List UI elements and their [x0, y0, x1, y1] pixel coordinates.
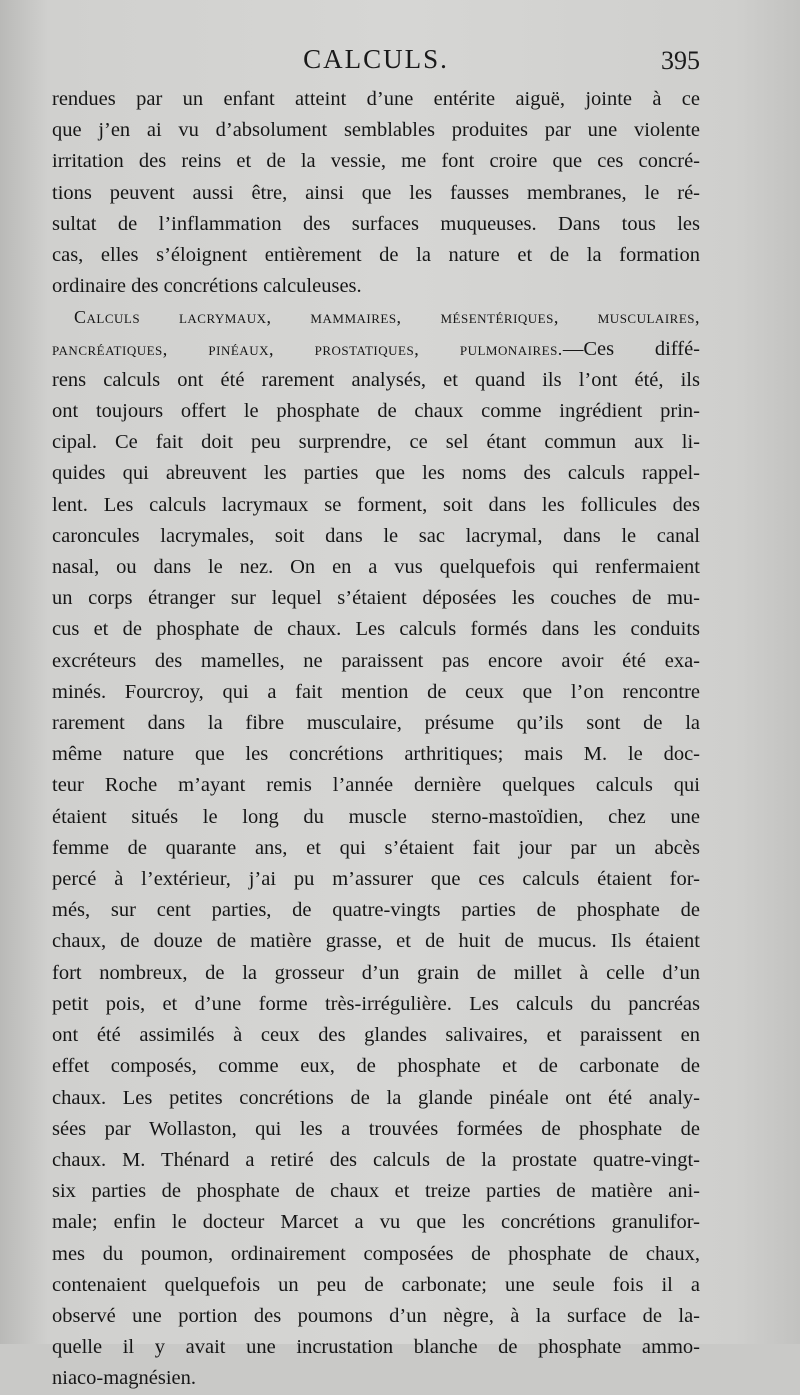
- section-heading-continued: [52, 334, 700, 365]
- text-line: fort nombreux, de la grosseur d’un grain de millet à celle d’un: [52, 961, 700, 984]
- body-text: [52, 84, 700, 1395]
- text-line: ordinaire des concrétions calculeuses.: [52, 275, 362, 298]
- text-line: male; enfin le docteur Marcet a vu que les concrétions granulifor-: [52, 1211, 700, 1234]
- text-line: lent. Les calculs lacrymaux se forment, soit dans les follicules des: [52, 493, 700, 516]
- heading-small-caps: Calculs lacrymaux, mammaires, mésentériques, musculaires,: [74, 307, 700, 328]
- text-line: percé à l’extérieur, j’ai pu m’assurer que ces calculs étaient for-: [52, 868, 700, 891]
- text-line: cus et de phosphate de chaux. Les calculs formés dans les conduits: [52, 618, 700, 641]
- heading-small-caps: pancréatiques, pinéaux, prostatiques, pulmonaires.: [52, 338, 563, 359]
- text-line: femme de quarante ans, et qui s’étaient fait jour par un abcès: [52, 836, 700, 859]
- section-heading: [52, 302, 700, 333]
- page-number: 395: [661, 46, 700, 75]
- text-line: tions peuvent aussi être, ainsi que les fausses membranes, le ré-: [52, 181, 700, 204]
- text-line: effet composés, comme eux, de phosphate et de carbonate de: [52, 1055, 700, 1078]
- running-title: CALCULS.: [303, 44, 449, 74]
- text-line: caroncules lacrymales, soit dans le sac lacrymal, dans le canal: [52, 524, 700, 547]
- text-line: même nature que les concrétions arthritiques; mais M. le doc-: [52, 743, 700, 766]
- text-line: contenaient quelquefois un peu de carbonate; une seule fois il a: [52, 1273, 700, 1296]
- text-line: rens calculs ont été rarement analysés, et quand ils l’ont été, ils: [52, 368, 700, 391]
- text-line: six parties de phosphate de chaux et treize parties de matière ani-: [52, 1180, 700, 1203]
- text-line: ont toujours offert le phosphate de chaux comme ingrédient prin-: [52, 400, 700, 423]
- heading-trailing-text: —Ces diffé-: [562, 337, 700, 360]
- text-line: minés. Fourcroy, qui a fait mention de ceux que l’on rencontre: [52, 680, 700, 703]
- text-line: chaux. M. Thénard a retiré des calculs de la prostate quatre-vingt-: [52, 1148, 700, 1171]
- paragraph-2: [52, 302, 700, 1394]
- text-line: rarement dans la fibre musculaire, présume qu’ils sont de la: [52, 712, 700, 735]
- paragraph-1: [52, 84, 700, 302]
- running-head: [52, 44, 700, 80]
- text-line: observé une portion des poumons d’un nègre, à la surface de la-: [52, 1304, 700, 1327]
- text-line: irritation des reins et de la vessie, me font croire que ces concré-: [52, 150, 700, 173]
- text-line: quides qui abreuvent les parties que les noms des calculs rappel-: [52, 462, 700, 485]
- text-line: sées par Wollaston, qui les a trouvées formées de phosphate de: [52, 1117, 700, 1140]
- text-line: nasal, ou dans le nez. On en a vus quelquefois qui renfermaient: [52, 556, 700, 579]
- text-line: un corps étranger sur lequel s’étaient déposées les couches de mu-: [52, 587, 700, 610]
- text-line: cipal. Ce fait doit peu surprendre, ce sel étant commun aux li-: [52, 431, 700, 454]
- text-line: chaux. Les petites concrétions de la glande pinéale ont été analy-: [52, 1086, 700, 1109]
- text-line: ont été assimilés à ceux des glandes salivaires, et paraissent en: [52, 1024, 700, 1047]
- text-line: quelle il y avait une incrustation blanche de phosphate ammo-: [52, 1336, 700, 1359]
- text-line: més, sur cent parties, de quatre-vingts parties de phosphate de: [52, 899, 700, 922]
- text-line: excréteurs des mamelles, ne paraissent pas encore avoir été exa-: [52, 649, 700, 672]
- text-line: étaient situés le long du muscle sterno-mastoïdien, chez une: [52, 805, 700, 828]
- text-line: petit pois, et d’une forme très-irrégulière. Les calculs du pancréas: [52, 992, 700, 1015]
- text-line: sultat de l’inflammation des surfaces muqueuses. Dans tous les: [52, 212, 700, 235]
- text-line: mes du poumon, ordinairement composées de phosphate de chaux,: [52, 1242, 700, 1265]
- text-line: chaux, de douze de matière grasse, et de huit de mucus. Ils étaient: [52, 930, 700, 953]
- text-line: rendues par un enfant atteint d’une entérite aiguë, jointe à ce: [52, 88, 700, 110]
- text-line: cas, elles s’éloignent entièrement de la nature et de la formation: [52, 244, 700, 267]
- text-line: teur Roche m’ayant remis l’année dernière quelques calculs qui: [52, 774, 700, 797]
- text-line: que j’en ai vu d’absolument semblables produites par une violente: [52, 119, 700, 142]
- text-line: niaco-magnésien.: [52, 1367, 197, 1390]
